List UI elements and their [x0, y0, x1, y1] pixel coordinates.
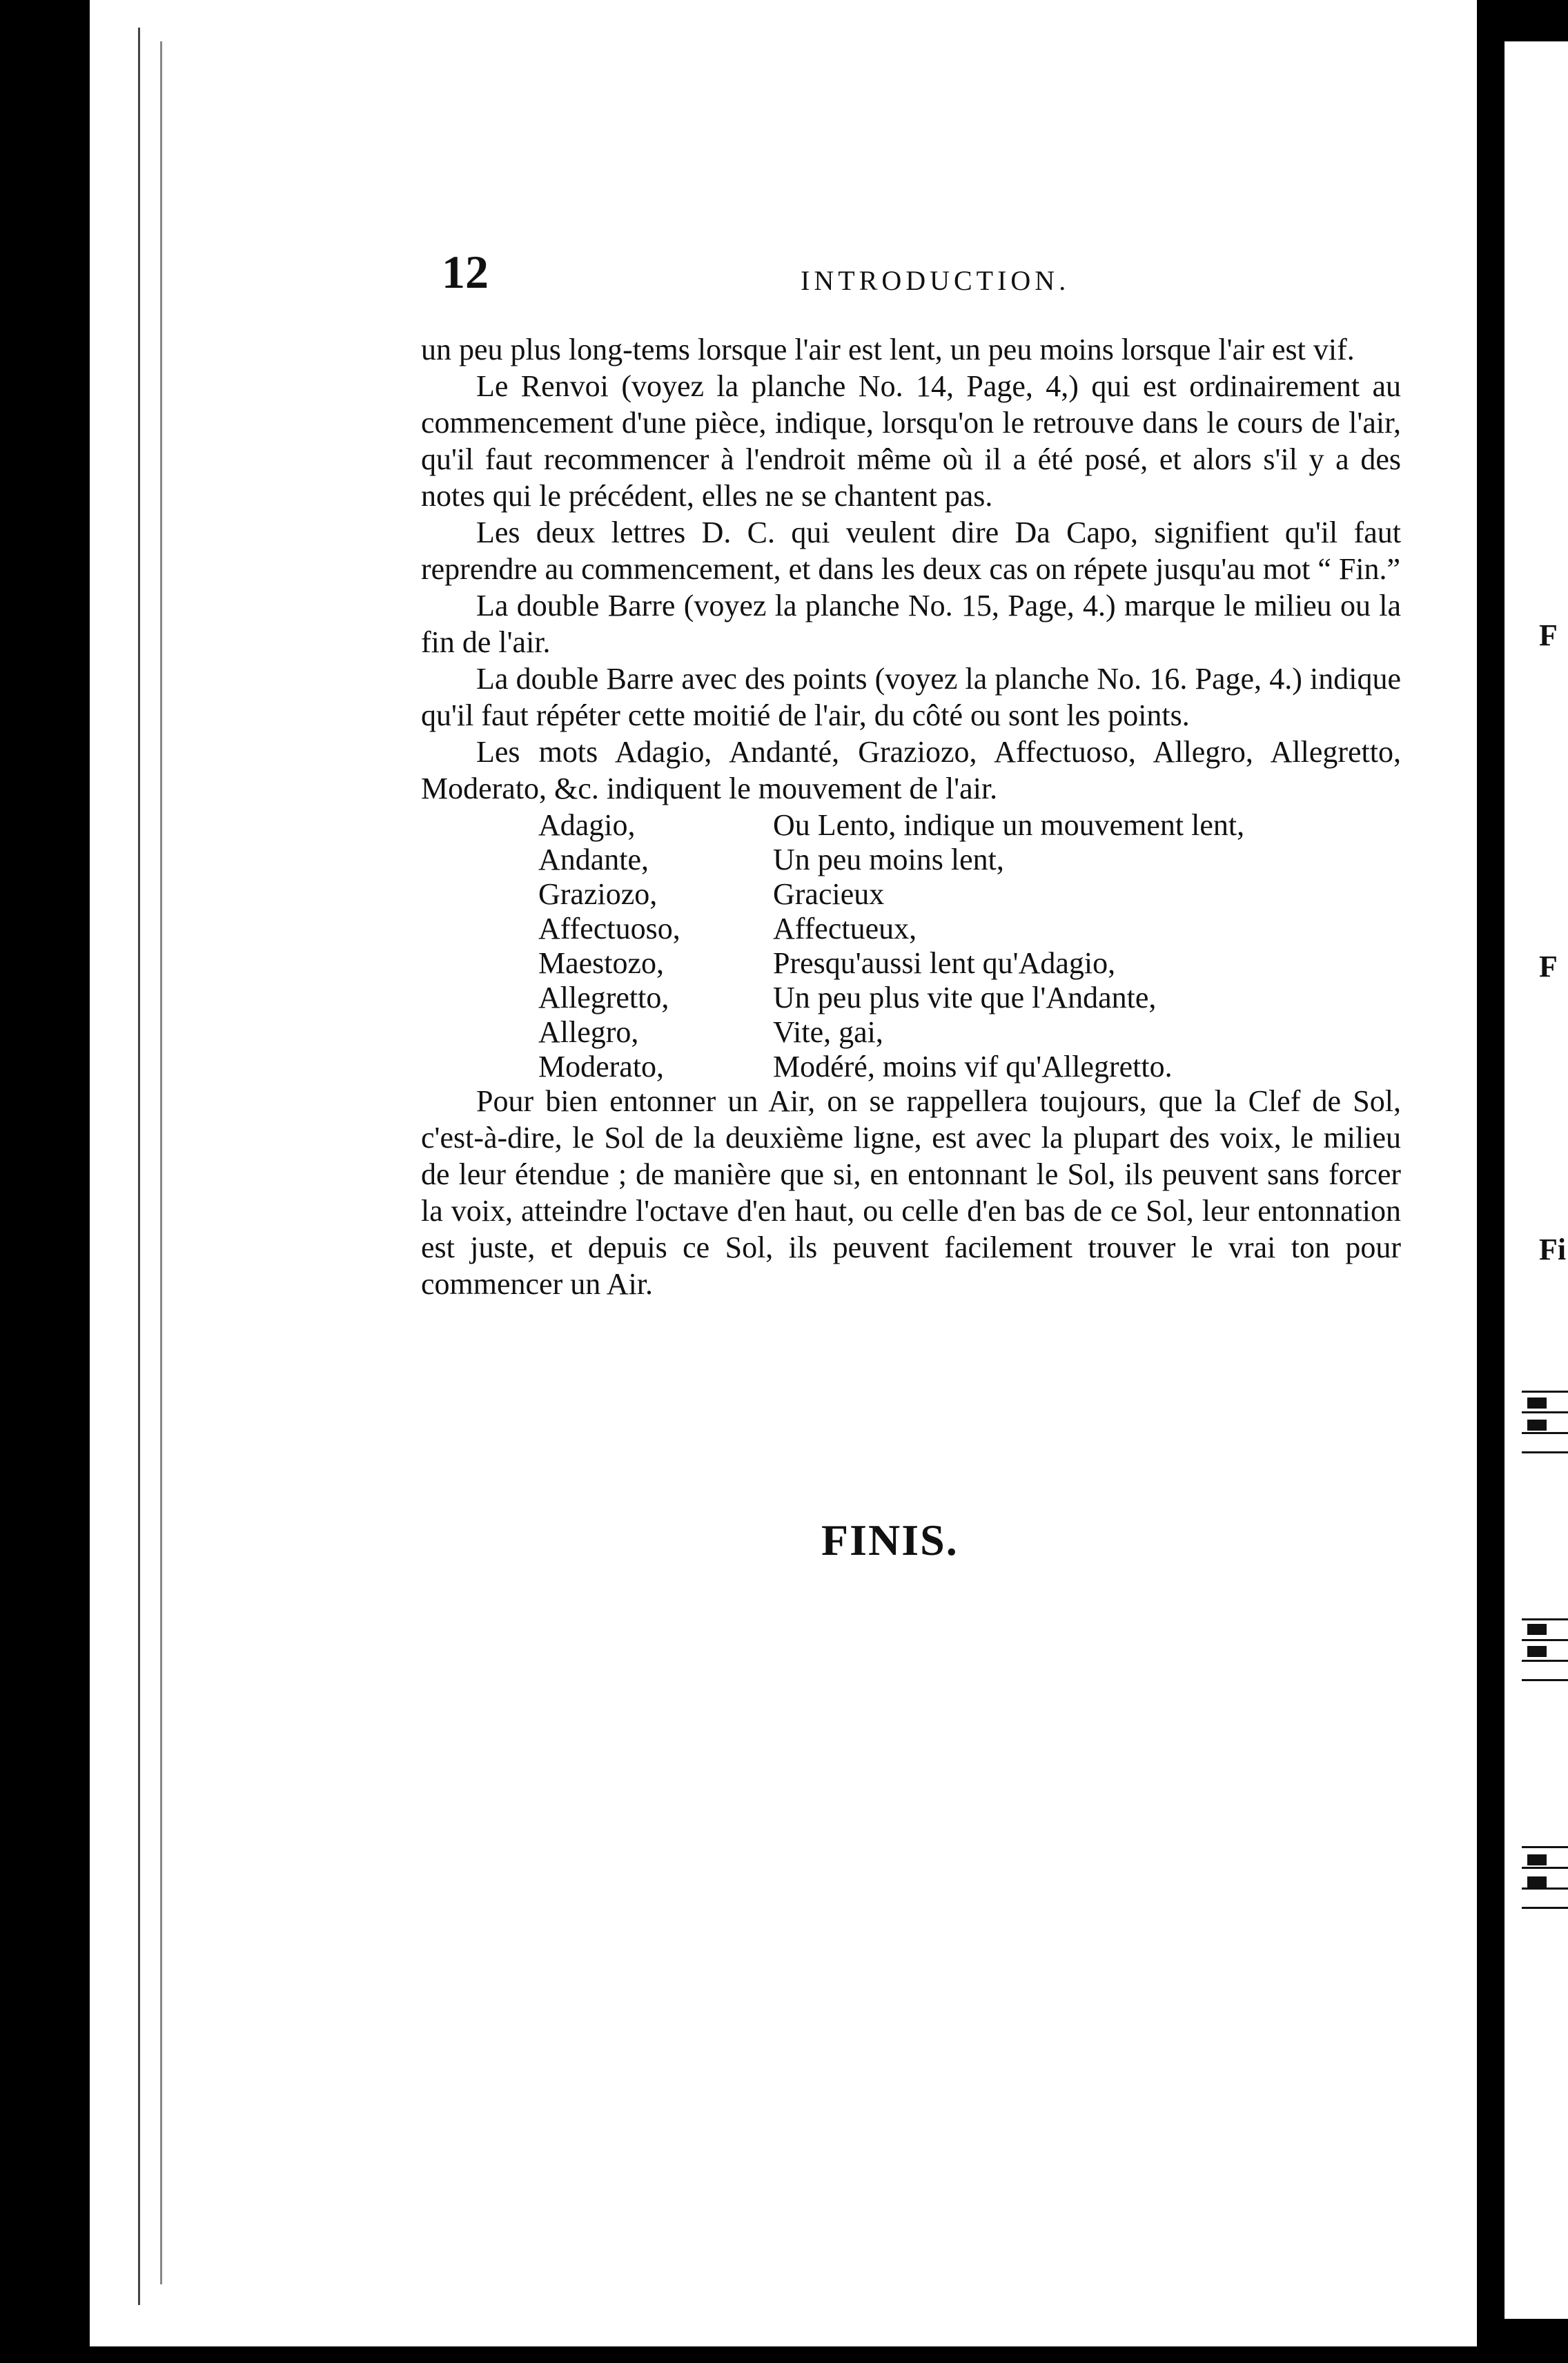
list-item: [538, 979, 1401, 1014]
list-item: [538, 910, 1401, 945]
paragraph: Les deux lettres D. C. qui veulent dire Da Capo, signifient qu'il faut reprendre au commencement, et dans les deux cas on répete jusqu'au mot “ Fin.”: [421, 516, 1401, 586]
tempo-meaning: Ou Lento, indique un mouvement lent,: [773, 808, 1245, 842]
list-item: [538, 1014, 1401, 1048]
gutter-line: [160, 41, 162, 2284]
list-item: [538, 876, 1401, 910]
margin-letter: F: [1539, 618, 1558, 652]
paragraph: Les mots Adagio, Andanté, Graziozo, Affectuoso, Allegro, Allegretto, Moderato, &c. indiquent le mouvement de l'air.: [421, 735, 1401, 805]
list-item: [538, 841, 1401, 876]
gutter-line: [138, 28, 140, 2305]
page-number: 12: [442, 246, 489, 298]
tempo-meaning: Modéré, moins vif qu'Allegretto.: [773, 1050, 1173, 1084]
finis-heading: FINIS.: [821, 1516, 959, 1565]
music-staff-fragment: [1522, 1611, 1568, 1680]
tempo-meaning: Presqu'aussi lent qu'Adagio,: [773, 946, 1116, 980]
tempo-meaning: Un peu moins lent,: [773, 843, 1004, 876]
tempo-list: [538, 807, 1401, 1083]
margin-letter: Fi: [1539, 1233, 1567, 1266]
tempo-meaning: Affectueux,: [773, 912, 917, 945]
list-item: [538, 945, 1401, 979]
tempo-term: Affectuoso,: [538, 912, 680, 945]
tempo-meaning: Un peu plus vite que l'Andante,: [773, 981, 1157, 1014]
running-head: INTRODUCTION.: [801, 265, 1070, 296]
tempo-meaning: Vite, gai,: [773, 1015, 883, 1049]
tempo-term: Maestozo,: [538, 946, 665, 980]
margin-letter: F: [1539, 950, 1558, 983]
tempo-meaning: Gracieux: [773, 877, 885, 911]
paragraph: un peu plus long-tems lorsque l'air est lent, un peu moins lorsque l'air est vif.: [421, 333, 1355, 366]
tempo-term: Adagio,: [538, 808, 636, 842]
body-text: [421, 331, 1401, 1302]
paragraph: Le Renvoi (voyez la planche No. 14, Page, 4,) qui est ordinairement au commencement d'une pièce, indique, lorsqu'on le retrouve dans le cours de l'air, qu'il faut recommencer à l'endroit même où il a été posé, et alors s'il y a des notes qui le précédent, elles ne se chantent pas.: [421, 369, 1401, 513]
tempo-term: Allegretto,: [538, 981, 669, 1014]
tempo-term: Andante,: [538, 843, 649, 876]
paragraph: La double Barre avec des points (voyez la planche No. 16. Page, 4.) indique qu'il faut répéter cette moitié de l'air, du côté ou sont les points.: [421, 662, 1401, 732]
tempo-term: Graziozo,: [538, 877, 658, 911]
closing-paragraph: Pour bien entonner un Air, on se rappellera toujours, que la Clef de Sol, c'est-à-dire, le Sol de la deuxième ligne, est avec la plupart des voix, le milieu de leur étendue ; de manière que si, en entonnant le Sol, ils peuvent sans forcer la voix, atteindre l'octave d'en haut, ou celle d'en bas de ce Sol, leur entonnation est juste, et depuis ce Sol, ils peuvent facilement trouver le vrai ton pour commencer un Air.: [421, 1084, 1401, 1301]
list-item: [538, 1048, 1401, 1083]
tempo-term: Moderato,: [538, 1050, 665, 1084]
paragraph: La double Barre (voyez la planche No. 15, Page, 4.) marque le milieu ou la fin de l'air.: [421, 589, 1401, 659]
adjacent-page-edge: [1505, 41, 1568, 2319]
page-header: [442, 245, 1401, 307]
music-staff-fragment: [1522, 1384, 1568, 1453]
tempo-term: Allegro,: [538, 1015, 639, 1049]
music-staff-fragment: [1522, 1839, 1568, 1908]
list-item: [538, 807, 1401, 841]
